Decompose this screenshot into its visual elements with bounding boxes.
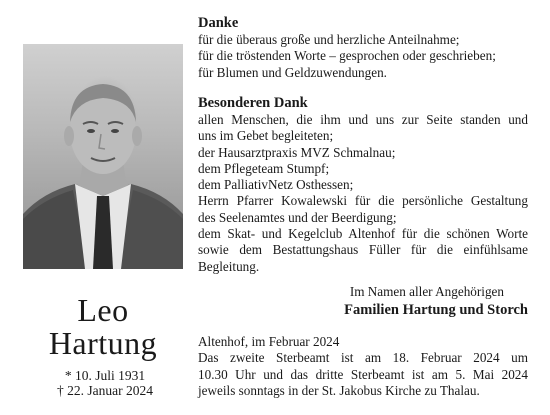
signature-block xyxy=(198,283,528,319)
thanks-section xyxy=(198,14,528,81)
portrait-photo xyxy=(22,43,184,270)
signature-intro: Im Namen aller Angehörigen xyxy=(349,284,504,299)
special-thanks-heading: Besonderen Dank xyxy=(198,95,308,111)
birth-date: * 10. Juli 1931 xyxy=(64,368,146,383)
special-thanks-line: des Seelenamtes und der Beerdigung; xyxy=(198,209,397,225)
closing-line: jeweils sonntags in der St. Jakobus Kirche zu Thalau. xyxy=(198,382,480,398)
place-date: Altenhof, im Februar 2024 xyxy=(198,334,340,349)
special-thanks-line: Herrn Pfarrer Kowalewski für die persönliche Gestaltung xyxy=(198,193,528,209)
special-thanks-line: sowie dem Bestattungshaus Füller für die einfühlsame xyxy=(198,242,528,258)
thanks-line: für die überaus große und herzliche Anteilnahme; xyxy=(198,32,460,47)
thanks-line: für die tröstenden Worte – gesprochen oder geschrieben; xyxy=(198,48,496,64)
closing-line: 10.30 Uhr und das dritte Sterbeamt ist am 5. Mai 2024 xyxy=(198,366,528,382)
special-thanks-line: dem PalliativNetz Osthessen; xyxy=(198,177,354,193)
signature-family: Familien Hartung und Storch xyxy=(344,302,528,318)
first-name: Leo xyxy=(77,292,129,328)
special-thanks-line: dem Pflegeteam Stumpf; xyxy=(198,160,330,176)
special-thanks-line: Begleitung. xyxy=(198,258,260,274)
death-date: † 22. Januar 2024 xyxy=(57,383,153,398)
thanks-heading: Danke xyxy=(198,15,239,31)
closing-section xyxy=(198,334,528,399)
special-thanks-line: der Hausarztpraxis MVZ Schmalnau; xyxy=(198,144,396,160)
last-name: Hartung xyxy=(48,325,158,361)
thanks-line: für Blumen und Geldzuwendungen. xyxy=(198,64,387,80)
special-thanks-line: allen Menschen, die ihm und uns zur Seite standen und xyxy=(198,112,528,127)
closing-line: Das zweite Sterbeamt ist am 18. Februar 2024 um xyxy=(198,350,528,366)
special-thanks-line: dem Skat- und Kegelclub Altenhof für die schönen Worte xyxy=(198,226,528,242)
special-thanks-line: uns im Gebet begleiteten; xyxy=(198,128,334,144)
portrait-illustration xyxy=(23,44,183,269)
special-thanks-section xyxy=(198,94,528,275)
